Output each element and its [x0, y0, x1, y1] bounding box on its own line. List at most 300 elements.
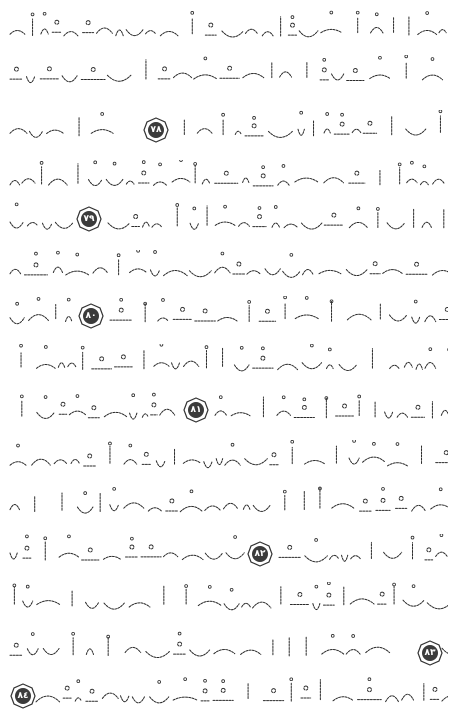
glyph-stroke: [23, 546, 31, 558]
diacritic-dot: [205, 346, 208, 349]
diacritic-dot: [142, 161, 145, 164]
diacritic-dot: [15, 203, 18, 206]
glyph-stroke: [422, 222, 431, 227]
glyph-stroke: [174, 642, 186, 654]
diacritic-dot: [193, 207, 196, 210]
glyph-stroke: [243, 73, 264, 77]
glyph-stroke: [370, 262, 380, 274]
text-line: [8, 110, 448, 144]
glyph-stroke: [298, 129, 304, 135]
glyph-stroke: [430, 687, 439, 699]
glyph-stroke: [390, 365, 399, 368]
glyph-stroke: [283, 271, 300, 277]
diacritic-dot: [176, 204, 179, 207]
glyph-stroke: [242, 603, 251, 607]
diacritic-dot: [323, 58, 326, 61]
glyph-stroke: [280, 72, 292, 77]
glyph-stroke: [303, 270, 314, 275]
glyph-stroke: [115, 355, 133, 367]
glyph-stroke: [214, 649, 235, 653]
verse-number: ٨٣: [424, 648, 436, 658]
diacritic-dot: [221, 252, 224, 255]
glyph-stroke: [262, 32, 273, 36]
glyph-stroke: [124, 460, 137, 464]
glyph-stroke: [290, 592, 309, 604]
diacritic-dot: [331, 634, 334, 637]
glyph-stroke: [10, 181, 20, 185]
glyph-stroke: [324, 213, 343, 225]
glyph-stroke: [106, 179, 123, 185]
glyph-stroke: [347, 314, 371, 320]
glyph-stroke: [160, 32, 178, 36]
diacritic-dot: [154, 251, 157, 254]
glyph-stroke: [91, 130, 113, 134]
glyph-stroke: [59, 402, 66, 414]
diacritic-dot: [43, 12, 46, 15]
glyph-stroke: [29, 131, 42, 137]
diacritic-dot: [16, 302, 19, 305]
glyph-stroke: [384, 552, 402, 558]
diacritic-dot: [230, 588, 233, 591]
glyph-stroke: [205, 23, 216, 35]
glyph-stroke: [231, 413, 250, 416]
glyph-stroke: [120, 696, 128, 702]
glyph-stroke: [66, 271, 89, 275]
diacritic-dot: [129, 444, 132, 447]
diacritic-dot: [426, 12, 429, 15]
glyph-stroke: [245, 459, 268, 465]
glyph-stroke: [332, 74, 344, 80]
text-line: [8, 55, 448, 89]
diacritic-dot: [180, 160, 183, 161]
diacritic-dot: [40, 161, 43, 164]
diacritic-dot: [84, 492, 87, 495]
glyph-stroke: [299, 31, 318, 37]
glyph-stroke: [436, 552, 448, 556]
glyph-stroke: [141, 545, 161, 557]
glyph-stroke: [182, 555, 203, 559]
diacritic-dot: [231, 443, 234, 446]
glyph-stroke: [84, 454, 96, 466]
glyph-stroke: [305, 461, 326, 465]
glyph-stroke: [173, 697, 197, 700]
glyph-stroke: [425, 363, 436, 369]
glyph-stroke: [302, 363, 321, 369]
diacritic-dot: [234, 536, 237, 539]
diacritic-dot: [310, 344, 313, 347]
glyph-stroke: [124, 503, 144, 508]
diacritic-dot: [341, 113, 344, 116]
glyph-stroke: [173, 307, 192, 319]
glyph-stroke: [295, 315, 318, 319]
glyph-stroke: [215, 411, 227, 415]
glyph-stroke: [277, 411, 291, 415]
diacritic-dot: [412, 585, 415, 588]
diacritic-dot: [44, 537, 47, 540]
verse-number: ٧٨: [150, 125, 162, 135]
diacritic-dot: [190, 490, 193, 493]
glyph-stroke: [411, 405, 424, 417]
glyph-stroke: [215, 267, 230, 273]
glyph-stroke: [321, 29, 342, 32]
glyph-stroke: [347, 69, 364, 81]
diacritic-dot: [17, 444, 20, 447]
glyph-stroke: [301, 223, 321, 229]
glyph-stroke: [218, 318, 237, 321]
diacritic-dot: [132, 394, 135, 397]
diacritic-dot: [162, 299, 165, 302]
diacritic-dot: [396, 443, 399, 446]
glyph-stroke: [245, 29, 257, 33]
glyph-stroke: [397, 413, 407, 417]
glyph-stroke: [387, 463, 407, 466]
glyph-stroke: [172, 363, 180, 369]
glyph-stroke: [86, 689, 98, 701]
glyph-stroke: [349, 171, 365, 183]
diacritic-dot: [109, 442, 112, 445]
diacritic-dot: [20, 395, 23, 398]
glyph-stroke: [346, 650, 360, 655]
glyph-stroke: [77, 507, 92, 513]
glyph-stroke: [195, 309, 216, 321]
glyph-stroke: [323, 593, 334, 605]
glyph-stroke: [330, 555, 339, 559]
glyph-stroke: [40, 67, 58, 79]
glyph-stroke: [150, 697, 169, 703]
diacritic-dot: [440, 534, 443, 537]
glyph-stroke: [204, 462, 212, 468]
glyph-stroke: [425, 316, 436, 322]
glyph-stroke: [404, 362, 412, 367]
diacritic-dot: [291, 440, 294, 443]
glyph-stroke: [36, 696, 60, 702]
diacritic-dot: [398, 163, 401, 166]
glyph-stroke: [371, 28, 383, 33]
diacritic-dot: [358, 395, 361, 398]
diacritic-dot: [274, 206, 277, 209]
glyph-stroke: [102, 693, 118, 698]
glyph-stroke: [190, 650, 210, 656]
glyph-stroke: [154, 182, 167, 185]
glyph-stroke: [66, 317, 72, 322]
glyph-stroke: [49, 179, 68, 185]
glyph-stroke: [198, 601, 221, 605]
glyph-stroke: [88, 180, 101, 186]
glyph-stroke: [279, 545, 300, 557]
diacritic-dot: [13, 584, 16, 587]
diacritic-dot: [353, 440, 356, 442]
glyph-stroke: [52, 20, 61, 32]
glyph-stroke: [233, 262, 245, 274]
glyph-stroke: [107, 75, 131, 81]
glyph-stroke: [278, 181, 289, 185]
verse-marker-83: [417, 640, 443, 666]
diacritic-dot: [76, 395, 79, 398]
glyph-stroke: [386, 696, 399, 702]
glyph-stroke: [442, 696, 448, 701]
glyph-stroke: [164, 271, 188, 276]
calligraphy-strokes: [8, 486, 448, 520]
glyph-stroke: [37, 412, 54, 418]
glyph-stroke: [263, 689, 283, 701]
glyph-stroke: [86, 649, 93, 655]
glyph-stroke: [10, 222, 23, 228]
glyph-stroke: [376, 498, 390, 510]
diacritic-dot: [283, 490, 286, 493]
glyph-stroke: [333, 697, 353, 701]
diacritic-dot: [117, 254, 120, 257]
glyph-stroke: [10, 67, 23, 79]
glyph-stroke: [349, 222, 367, 227]
glyph-stroke: [324, 178, 344, 183]
glyph-stroke: [259, 309, 275, 321]
glyph-stroke: [110, 505, 119, 511]
diacritic-dot: [357, 207, 360, 210]
diacritic-dot: [305, 296, 308, 299]
glyph-stroke: [126, 545, 139, 557]
diacritic-dot: [423, 165, 426, 168]
glyph-stroke: [268, 131, 292, 137]
glyph-stroke: [92, 357, 112, 369]
glyph-stroke: [431, 505, 448, 509]
glyph-stroke: [29, 315, 49, 321]
glyph-stroke: [319, 270, 341, 273]
glyph-stroke: [26, 77, 34, 83]
glyph-stroke: [10, 643, 22, 655]
diacritic-dot: [439, 110, 442, 113]
text-line: [8, 676, 448, 710]
text-line: [8, 10, 448, 44]
text-line: [8, 534, 448, 568]
glyph-stroke: [272, 223, 279, 227]
glyph-stroke: [148, 508, 161, 511]
glyph-stroke: [402, 694, 414, 700]
glyph-stroke: [59, 553, 79, 557]
diacritic-dot: [376, 207, 379, 210]
glyph-stroke: [336, 404, 354, 416]
diacritic-dot: [113, 487, 116, 490]
text-line: [8, 296, 448, 330]
diacritic-dot: [356, 11, 359, 14]
glyph-stroke: [351, 556, 361, 559]
glyph-stroke: [222, 31, 243, 37]
verse-marker-84: [10, 683, 36, 709]
glyph-stroke: [243, 505, 250, 509]
diacritic-dot: [328, 348, 331, 351]
glyph-stroke: [305, 556, 328, 562]
diacritic-dot: [191, 11, 194, 14]
glyph-stroke: [130, 413, 137, 419]
glyph-stroke: [32, 459, 51, 465]
glyph-stroke: [104, 603, 124, 609]
diacritic-dot: [44, 346, 47, 349]
diacritic-dot: [44, 396, 47, 399]
diacritic-dot: [67, 298, 70, 301]
text-line: [8, 202, 448, 236]
glyph-stroke: [202, 179, 210, 184]
glyph-stroke: [322, 650, 344, 655]
diacritic-dot: [382, 488, 385, 491]
diacritic-dot: [57, 251, 60, 254]
diacritic-dot: [37, 298, 40, 301]
diacritic-dot: [261, 347, 264, 350]
glyph-stroke: [383, 270, 403, 274]
text-line: [8, 440, 448, 474]
glyph-stroke: [294, 405, 314, 417]
glyph-stroke: [278, 364, 298, 369]
glyph-stroke: [184, 361, 199, 366]
glyph-stroke: [146, 652, 170, 658]
verse-number: ٧٩: [83, 214, 95, 224]
glyph-stroke: [42, 223, 51, 229]
glyph-stroke: [190, 223, 198, 229]
diacritic-dot: [160, 344, 163, 346]
diacritic-dot: [375, 13, 378, 16]
calligraphy-strokes: [8, 392, 448, 426]
calligraphy-strokes: [8, 202, 448, 236]
diacritic-dot: [315, 539, 318, 542]
diacritic-dot: [35, 252, 38, 255]
diacritic-dot: [282, 165, 285, 168]
glyph-stroke: [441, 410, 448, 415]
glyph-stroke: [158, 318, 168, 321]
calligraphy-strokes: [8, 440, 448, 474]
glyph-stroke: [215, 171, 238, 183]
glyph-stroke: [36, 365, 55, 369]
glyph-stroke: [47, 130, 64, 133]
glyph-stroke: [10, 269, 21, 273]
glyph-stroke: [152, 224, 162, 227]
diacritic-dot: [290, 678, 293, 681]
glyph-stroke: [197, 129, 212, 134]
diacritic-dot: [120, 298, 123, 301]
glyph-stroke: [295, 178, 318, 182]
diacritic-dot: [248, 300, 251, 303]
glyph-stroke: [387, 223, 405, 229]
calligraphy-strokes: [8, 582, 448, 616]
diacritic-dot: [393, 583, 396, 586]
glyph-stroke: [224, 503, 238, 508]
diacritic-dot: [410, 161, 413, 164]
glyph-stroke: [349, 458, 359, 464]
glyph-stroke: [130, 269, 147, 273]
glyph-stroke: [158, 67, 171, 79]
glyph-stroke: [425, 548, 433, 560]
glyph-stroke: [93, 268, 108, 273]
verse-marker-79: [76, 206, 102, 232]
verse-marker-78: [143, 117, 169, 143]
glyph-stroke: [363, 121, 376, 133]
diacritic-dot: [26, 535, 29, 538]
diacritic-dot: [439, 488, 442, 491]
glyph-stroke: [339, 364, 357, 370]
glyph-stroke: [360, 499, 371, 511]
calligraphy-strokes: [8, 160, 448, 194]
diacritic-dot: [224, 205, 227, 208]
glyph-stroke: [163, 553, 177, 557]
diacritic-dot: [352, 635, 355, 638]
calligraphy-strokes: [8, 296, 448, 330]
glyph-stroke: [150, 270, 159, 276]
diacritic-dot: [253, 116, 256, 119]
diacritic-dot: [303, 398, 306, 401]
glyph-stroke: [160, 409, 175, 415]
calligraphy-strokes: [8, 10, 448, 44]
glyph-stroke: [265, 269, 280, 275]
glyph-stroke: [326, 365, 333, 369]
glyph-stroke: [358, 688, 382, 700]
diacritic-dot: [94, 161, 97, 164]
calligraphy-strokes: [8, 110, 448, 144]
glyph-stroke: [253, 174, 273, 186]
glyph-stroke: [166, 499, 178, 511]
glyph-stroke: [370, 75, 390, 79]
glyph-stroke: [43, 648, 59, 654]
diacritic-dot: [240, 346, 243, 349]
glyph-stroke: [63, 686, 71, 698]
glyph-stroke: [69, 411, 85, 415]
glyph-stroke: [126, 30, 143, 36]
glyph-stroke: [432, 271, 448, 276]
diacritic-dot: [31, 633, 34, 636]
glyph-stroke: [41, 29, 48, 34]
diacritic-dot: [208, 586, 211, 589]
verse-marker-80: [78, 303, 104, 329]
glyph-stroke: [313, 604, 320, 610]
glyph-stroke: [189, 271, 211, 277]
diacritic-dot: [76, 253, 79, 256]
diacritic-dot: [159, 163, 162, 166]
calligraphy-strokes: [8, 250, 448, 284]
glyph-stroke: [412, 505, 426, 511]
glyph-stroke: [143, 222, 150, 227]
glyph-stroke: [10, 31, 25, 35]
glyph-stroke: [226, 553, 244, 559]
diacritic-dot: [130, 537, 133, 540]
diacritic-dot: [137, 250, 140, 252]
diacritic-dot: [26, 585, 29, 588]
glyph-stroke: [433, 179, 445, 184]
text-line: [8, 160, 448, 194]
diacritic-dot: [258, 207, 261, 210]
glyph-stroke: [216, 459, 222, 465]
glyph-stroke: [243, 178, 249, 183]
glyph-stroke: [288, 23, 296, 35]
diacritic-dot: [414, 300, 417, 303]
diacritic-dot: [204, 679, 207, 682]
glyph-stroke: [324, 129, 330, 133]
calligraphy-strokes: [8, 676, 448, 710]
glyph-stroke: [104, 412, 126, 416]
glyph-stroke: [253, 215, 266, 227]
glyph-stroke: [62, 76, 77, 82]
glyph-stroke: [213, 688, 233, 700]
glyph-stroke: [58, 363, 64, 368]
glyph-stroke: [406, 262, 427, 274]
diacritic-dot: [81, 346, 84, 349]
glyph-stroke: [239, 223, 250, 227]
glyph-stroke: [201, 689, 209, 701]
glyph-stroke: [139, 171, 149, 183]
calligraphy-strokes: [8, 55, 448, 89]
diacritic-dot: [77, 680, 80, 683]
diacritic-dot: [72, 632, 75, 635]
glyph-stroke: [245, 124, 263, 136]
glyph-stroke: [154, 363, 169, 367]
glyph-stroke: [418, 30, 437, 34]
diacritic-dot: [429, 348, 432, 351]
glyph-stroke: [407, 179, 417, 183]
